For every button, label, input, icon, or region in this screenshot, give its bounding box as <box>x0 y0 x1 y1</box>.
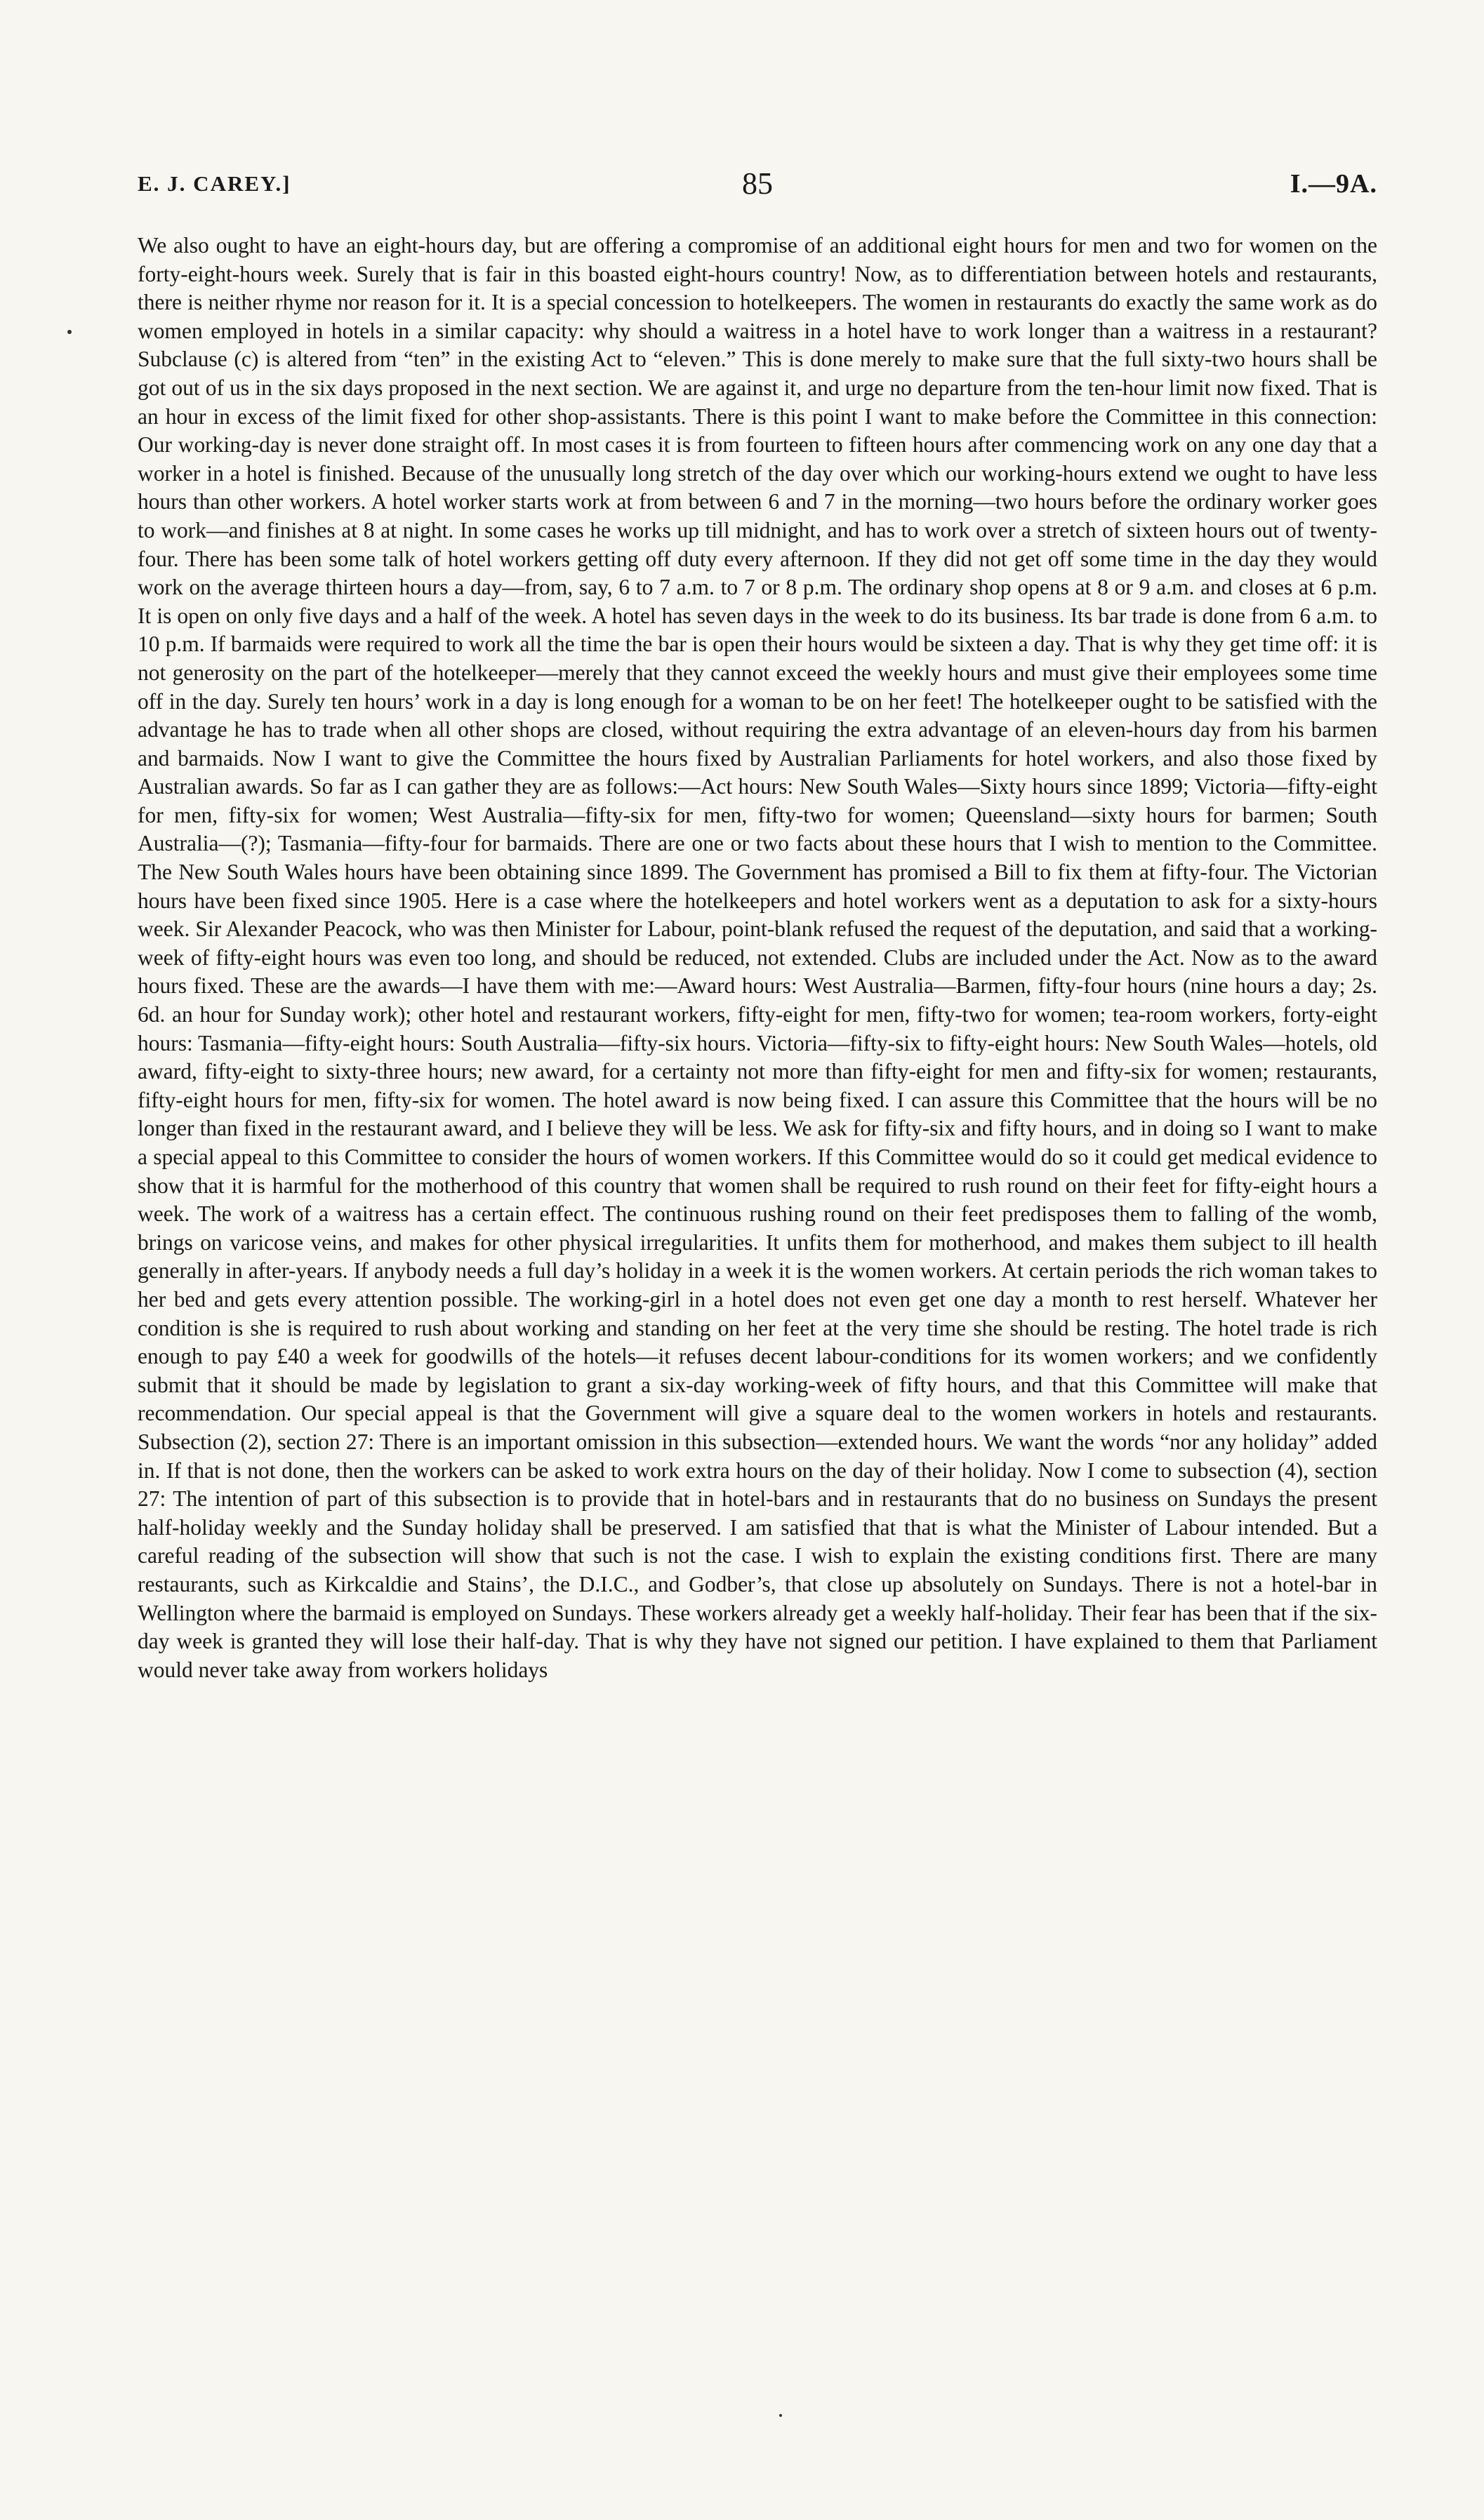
document-reference: I.—9A. <box>1290 169 1377 199</box>
body-paragraph: We also ought to have an eight-hours day, but are offering a compromise of an additional eight hours for men and two for women on the forty-eight-hours week. Surely that is fair in this boasted eight-hours country! Now, as to differentiation between hotels and restaurants, there is neither rhyme nor reason for it. It is a special concession to hotelkeepers. The women in restaurants do exactly the same work as do women employed in hotels in a similar capacity: why should a waitress in a hotel have to work longer than a waitress in a restaurant? Subclause (c) is altered from “ten” in the existing Act to “eleven.” This is done merely to make sure that the full sixty-two hours shall be got out of us in the six days proposed in the next section. We are against it, and urge no departure from the ten-hour limit now fixed. That is an hour in excess of the limit fixed for other shop-assistants. There is this point I want to make before the Committee in this connection: Our working-day is never done straight off. In most cases it is from fourteen to fifteen hours after commencing work on any one day that a worker in a hotel is finished. Because of the unusually long stretch of the day over which our working-hours extend we ought to have less hours than other workers. A hotel worker starts work at from between 6 and 7 in the morning—two hours before the ordinary worker goes to work—and finishes at 8 at night. In some cases he works up till midnight, and has to work over a stretch of sixteen hours out of twenty-four. There has been some talk of hotel workers getting off duty every afternoon. If they did not get off some time in the day they would work on the average thirteen hours a day—from, say, 6 to 7 a.m. to 7 or 8 p.m. The ordinary shop opens at 8 or 9 a.m. and closes at 6 p.m. It is open on only five days and a half of the week. A hotel has seven days in the week to do its business. Its bar trade is done from 6 a.m. to 10 p.m. If barmaids were required to work all the time the bar is open their hours would be sixteen a day. That is why they get time off: it is not generosity on the part of the hotelkeeper—merely that they cannot exceed the weekly hours and must give their employees some time off in the day. Surely ten hours’ work in a day is long enough for a woman to be on her feet! The hotelkeeper ought to be satisfied with the advantage he has to trade when all other shops are closed, without requiring the extra advantage of an eleven-hours day from his barmen and barmaids. Now I want to give the Committee the hours fixed by Australian Parliaments for hotel workers, and also those fixed by Australian awards. So far as I can gather they are as follows:—Act hours: New South Wales—Sixty hours since 1899; Victoria—fifty-eight for men, fifty-six for women; West Australia—fifty-six for men, fifty-two for women; Queensland—sixty hours for barmen; South Australia—(?); Tasmania—fifty-four for barmaids. There are one or two facts about these hours that I wish to mention to the Committee. The New South Wales hours have been obtaining since 1899. The Government has promised a Bill to fix them at fifty-four. The Victorian hours have been fixed since 1905. Here is a case where the hotelkeepers and hotel workers went as a deputation to ask for a sixty-hours week. Sir Alexander Peacock, who was then Minister for Labour, point-blank refused the request of the deputation, and said that a working-week of fifty-eight hours was even too long, and should be reduced, not extended. Clubs are included under the Act. Now as to the award hours fixed. These are the awards—I have them with me:—Award hours: West Australia—Barmen, fifty-four hours (nine hours a day; 2s. 6d. an hour for Sunday work); other hotel and restaurant workers, fifty-eight for men, fifty-two for women; tea-room workers, forty-eight hours: Tasmania—fifty-eight hours: South Australia—fifty-six hours. Victoria—fifty-six to fifty-eight hours: New South Wales—hotels, old award, fifty-eight to sixty-three hours; new award, for a certainty not more than fifty-eight for men and fifty-six for women; restaurants, fifty-eight hours for men, fifty-six for women. The hotel award is now being fixed. I can assure this Committee that the hours will be no longer than fixed in the restaurant award, and I believe they will be less. We ask for fifty-six and fifty hours, and in doing so I want to make a special appeal to this Committee to consider the hours of women workers. If this Committee would do so it could get medical evidence to show that it is harmful for the motherhood of this country that women shall be required to rush round on their feet for fifty-eight hours a week. The work of a waitress has a certain effect. The continuous rushing round on their feet predisposes them to falling of the womb, brings on varicose veins, and makes for other physical irregularities. It unfits them for motherhood, and makes them subject to ill health generally in after-years. If anybody needs a full day’s holiday in a week it is the women workers. At certain periods the rich woman takes to her bed and gets every attention possible. The working-girl in a hotel does not even get one day a month to rest herself. Whatever her condition is she is required to rush about working and standing on her feet at the very time she should be resting. The hotel trade is rich enough to pay £40 a week for goodwills of the hotels—it refuses decent labour-conditions for its women workers; and we confidently submit that it should be made by legislation to grant a six-day working-week of fifty hours, and that this Committee will make that recommendation. Our special appeal is that the Government will give a square deal to the women workers in hotels and restaurants. Subsection (2), section 27: There is an important omission in this subsection—extended hours. We want the words “nor any holiday” added in. If that is not done, then the workers can be asked to work extra hours on the day of their holiday. Now I come to subsection (4), section 27: The intention of part of this subsection is to provide that in hotel-bars and in restaurants that do no business on Sundays the present half-holiday weekly and the Sunday holiday shall be preserved. I am satisfied that that is what the Minister of Labour intended. But a careful reading of the subsection will show that such is not the case. I wish to explain the existing conditions first. There are many restaurants, such as Kirkcaldie and Stains’, the D.I.C., and Godber’s, that close up absolutely on Sundays. There is not a hotel-bar in Wellington where the barmaid is employed on Sundays. These workers already get a weekly half-holiday. Their fear has been that if the six-day week is granted they will lose their half-day. That is why they have not signed our petition. I have explained to them that Parliament would never take away from workers holidays <box>138 233 1377 1682</box>
page-number: 85 <box>742 166 773 201</box>
speaker-running-head: E. J. CAREY.] <box>138 171 291 196</box>
page-header <box>138 166 1377 208</box>
margin-mark <box>67 330 72 334</box>
body-text <box>138 232 1377 1684</box>
page-speck <box>779 2414 782 2417</box>
